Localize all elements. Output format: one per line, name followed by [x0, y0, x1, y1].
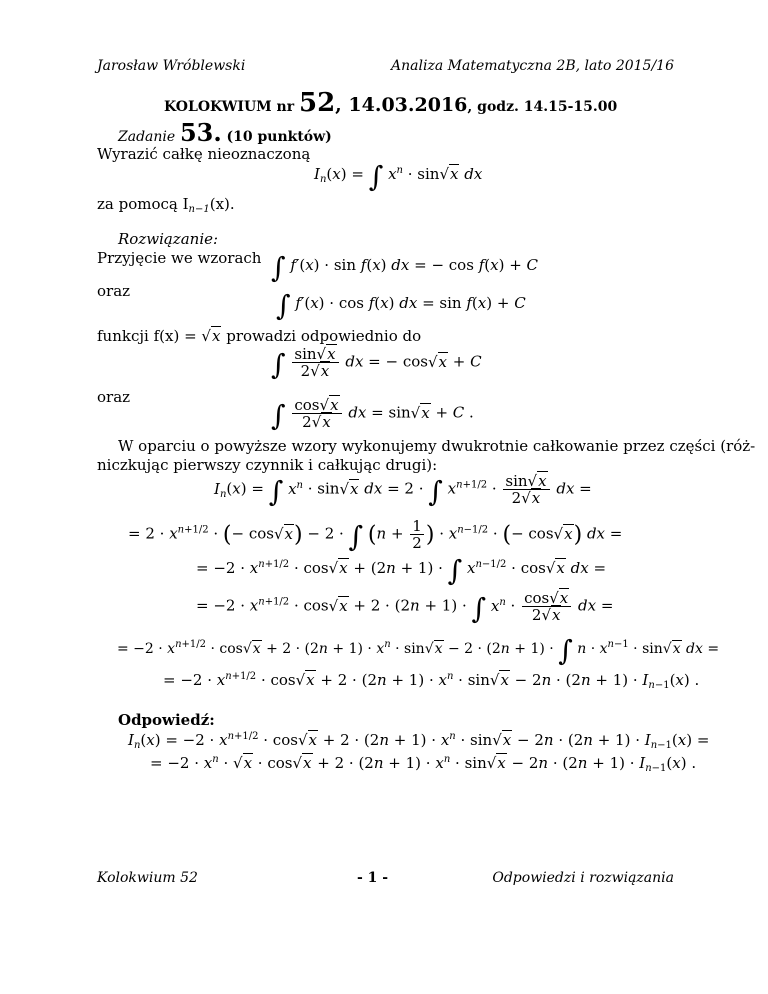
task-label: Zadanie: [118, 129, 176, 145]
header-author: Jarosław Wróblewski: [97, 58, 246, 74]
title-prefix: KOLOKWIUM nr: [164, 99, 299, 115]
derivation-line-5: = $-2 \cdot x^{n+1/2} \cdot \cos√x + 2 \cdot (2n + 1) \cdot x^n \cdot \sin√x - 2 \cdot (2n + 1)$ · ∫ $n \cdot x^{n-1} \cdot \sin√x$ dx =: [117, 634, 720, 667]
paragraph-line-2: niczkując pierwszy czynnik i całkując drugi):: [97, 456, 438, 474]
answer-line-2: = $-2 \cdot x^n \cdot √x \cdot \cos√x + 2 \cdot (2n + 1) \cdot x^n \cdot \sin√x - 2n \cdot (2n + 1) \cdot I_{n-1}(x)$ .: [150, 754, 697, 774]
derivation-line-4: = $-2 \cdot x^{n+1/2} \cdot \cos√x + 2 \cdot (2n + 1)$ · ∫ $x^n$ · $\frac{\cos√x}{2√x}$ dx =: [196, 589, 614, 625]
formula-sin-sqrt: ∫ $\frac{\sin√x}{2√x}$ dx = − cos√x + C: [271, 345, 482, 381]
derivation-line-1: $I_n(x)$ = ∫ $x^n \cdot \sin√x$ dx = 2 · ∫ $x^{n+1/2}$ · $\frac{\sin√x}{2√x}$ dx =: [214, 472, 592, 508]
footer-left: Kolokwium 52: [97, 870, 198, 886]
formula-In: $I_n(x)$ = ∫ $x^n \cdot \sin√x$ dx: [314, 160, 483, 193]
title-time: , godz. 14.15-15.00: [467, 99, 618, 115]
formula-cos-sqrt: ∫ $\frac{\cos√x}{2√x}$ dx = sin√x + C .: [271, 396, 474, 432]
answer-label: Odpowiedź:: [118, 711, 215, 729]
derivation-line-6: = $-2 \cdot x^{n+1/2} \cdot \cos√x + 2 \cdot (2n + 1) \cdot x^n \cdot \sin√x - 2n \cdot (2n + 1) \cdot I_{n-1}(x)$ .: [163, 671, 700, 691]
page-title: [164, 88, 617, 118]
task-points: (10 punktów): [226, 129, 332, 145]
task-statement: Wyrazić całkę nieoznaczoną: [97, 145, 311, 163]
derivation-line-2: = $2 \cdot x^{n+1/2}$ · (− cos√x) − 2 · ∫ (n + $\frac{1}{2}$ ) · $x^{n-1/2}$ · (− cos√x) dx =: [128, 517, 623, 553]
answer-line-1: $I_n(x) = -2 \cdot x^{n+1/2} \cdot \cos√x + 2 \cdot (2n + 1) \cdot x^n \cdot \sin√x - 2n \cdot (2n + 1) \cdot I_{n-1}(x)$ =: [128, 731, 710, 751]
task-heading: [118, 118, 332, 147]
task-number: 53.: [179, 118, 222, 147]
footer-page-number: - 1 -: [357, 870, 389, 886]
header-course: Analiza Matematyczna 2B, lato 2015/16: [391, 58, 674, 74]
derivation-line-3: = $-2 \cdot x^{n+1/2} \cdot \cos√x + (2n + 1)$ · ∫ $x^{n-1/2} \cdot \cos√x$ dx =: [196, 554, 607, 587]
task-note: za pomocą $I_{n-1}(x)$.: [97, 195, 235, 215]
paragraph-line-1: W oparciu o powyższe wzory wykonujemy dwukrotnie całkowanie przez części (róż-: [118, 437, 756, 455]
solution-label: Rozwiązanie:: [118, 230, 219, 248]
solution-intro: Przyjęcie we wzorach: [97, 249, 262, 267]
oraz-1: oraz: [97, 282, 131, 300]
title-number: 52: [298, 88, 336, 118]
funkcji-line: funkcji f(x) = √x prowadzi odpowiednio do: [97, 327, 422, 345]
oraz-2: oraz: [97, 388, 131, 406]
footer-right: Odpowiedzi i rozwiązania: [492, 870, 674, 886]
title-date: , 14.03.2016: [335, 94, 468, 116]
formula-cos-rule: ∫ f′(x) · cos f(x) dx = sin f(x) + C: [276, 289, 526, 322]
formula-sin-rule: ∫ f′(x) · sin f(x) dx = − cos f(x) + C: [271, 251, 539, 284]
